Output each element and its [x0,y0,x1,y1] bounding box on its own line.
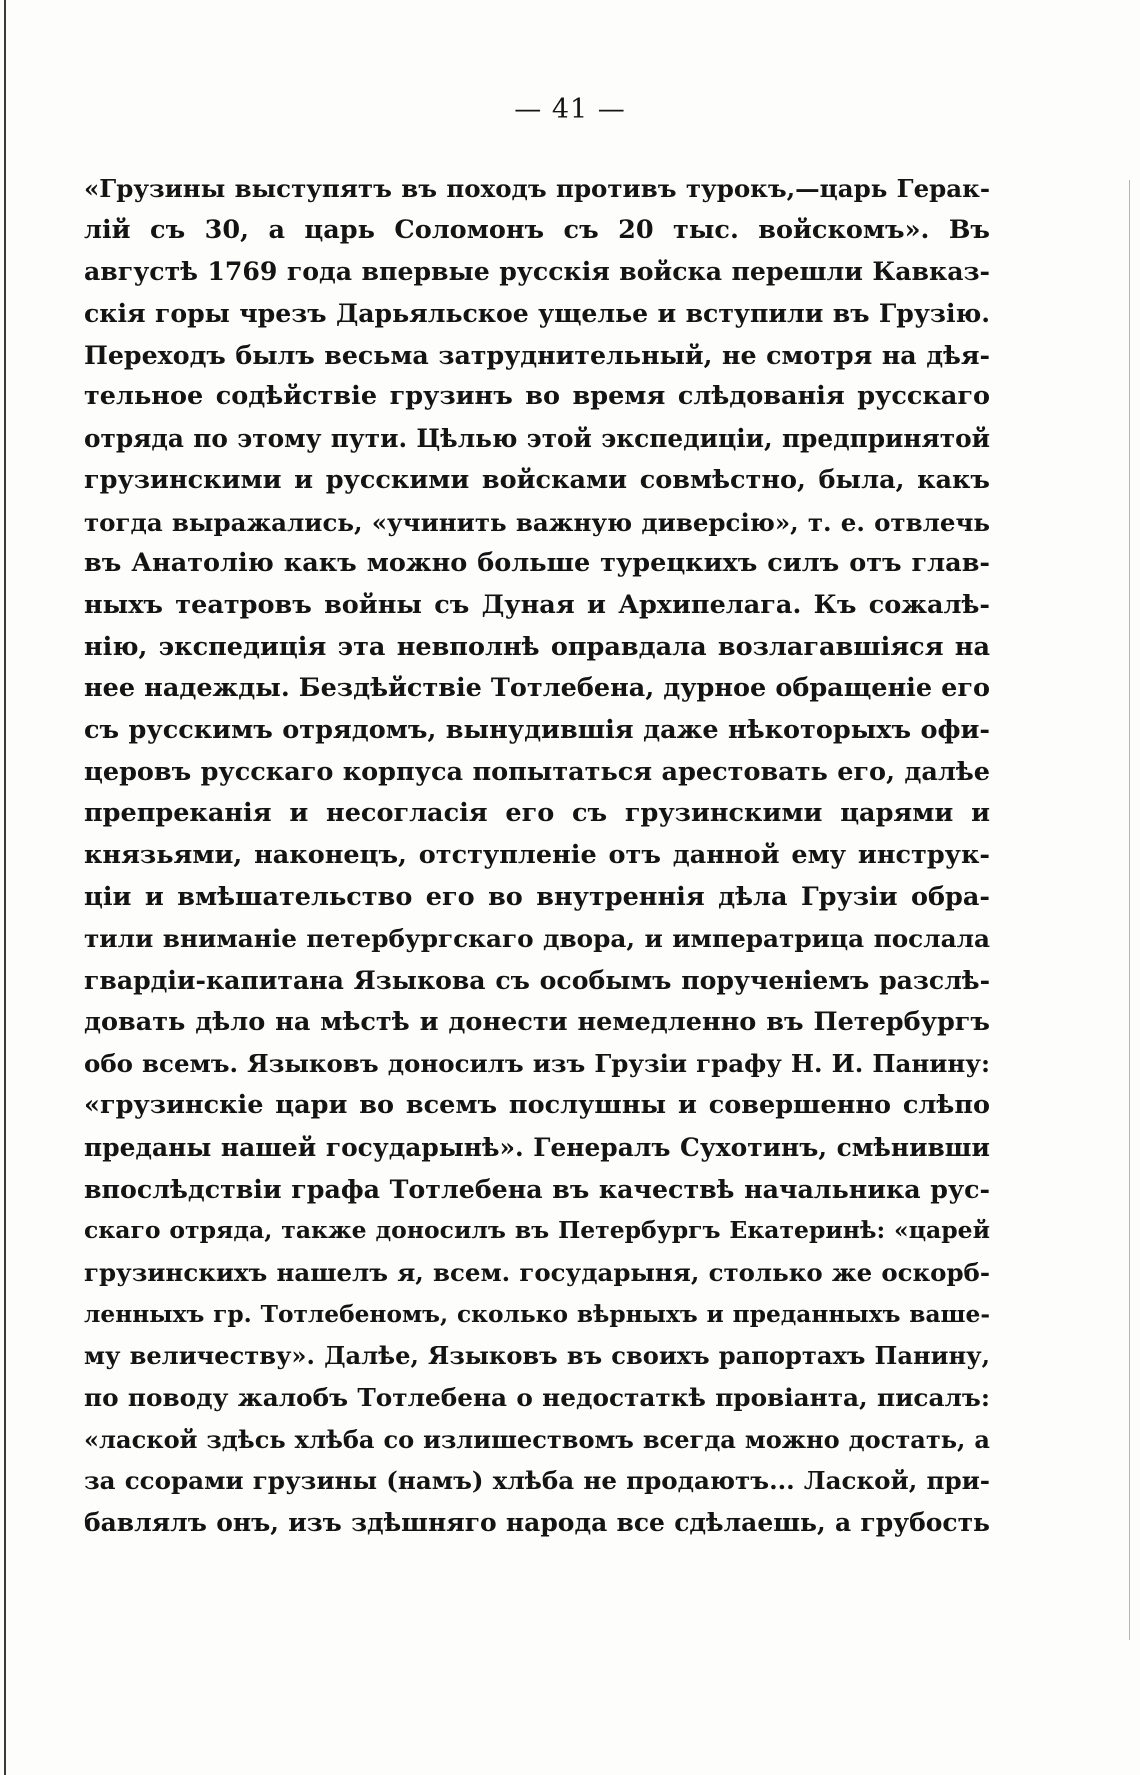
page-edge-left [4,0,6,1775]
text-line: впослѣдствіи графа Тотлебена въ качествѣ начальника рус- [84,1173,990,1204]
text-line: отряда по этому пути. Цѣлью этой экспедиціи, предпринятой [84,424,990,454]
text-line: обо всемъ. Языковъ доносилъ изъ Грузіи графу Н. И. Панину: [84,1049,990,1079]
text-line: за ссорами грузины (намъ) хлѣба не продаютъ... Лаской, при- [84,1466,990,1496]
text-line: тили вниманіе петербургскаго двора, и императрица послала [84,924,990,954]
text-line: довать дѣло на мѣстѣ и донести немедленно въ Петербургъ [84,1006,990,1037]
text-line: Переходъ былъ весьма затруднительный, не смотря на дѣя- [84,339,990,370]
text-line: ныхъ театровъ войны съ Дуная и Архипелага. Къ сожалѣ- [84,589,990,620]
text-line: препреканія и несогласія его съ грузинскими царями и [84,798,990,829]
text-line: августѣ 1769 года впервые русскія войска перешли Кавказ- [84,256,990,287]
text-line: «грузинскіе цари во всемъ послушны и совершенно слѣпо [84,1090,990,1121]
page-number: — 41 — [514,94,626,125]
text-line: «лаской здѣсь хлѣба со излишествомъ всегда можно достать, а [84,1424,990,1454]
text-line: тельное содѣйствіе грузинъ во время слѣдованія русскаго [84,381,990,412]
text-line: скаго отряда, также доносилъ въ Петербургъ Екатеринѣ: «царей [84,1216,990,1245]
text-line: ціи и вмѣшательство его во внутреннія дѣла Грузіи обра- [84,881,990,912]
text-line: нее надежды. Бездѣйствіе Тотлебена, дурное обращеніе его [84,673,990,704]
text-line: тогда выражались, «учинить важную диверсію», т. е. отвлечь [84,507,990,537]
text-line: бавлялъ онъ, изъ здѣшняго народа все сдѣлаешь, а грубость [84,1508,990,1537]
text-line: му величеству». Далѣе, Языковъ въ своихъ рапортахъ Панину, [84,1341,990,1371]
text-line: въ Анатолію какъ можно больше турецкихъ силъ отъ глав- [84,548,990,579]
text-line: ленныхъ гр. Тотлебеномъ, сколько вѣрныхъ и преданныхъ ваше- [84,1300,990,1328]
text-line: князьями, наконецъ, отступленіе отъ данной ему инструк- [84,840,990,870]
text-line: преданы нашей государынѣ». Генералъ Сухотинъ, смѣнивши [84,1132,990,1162]
text-line: церовъ русскаго корпуса попытаться арестовать его, далѣе [84,756,990,787]
text-line: по поводу жалобъ Тотлебена о недостаткѣ провіанта, писалъ: [84,1382,990,1412]
text-line: лій съ 30, а царь Соломонъ съ 20 тыс. войскомъ». Въ [84,214,990,245]
body-text [84,168,990,1544]
text-line: «Грузины выступятъ въ походъ противъ турокъ,—царь Герак- [84,174,990,203]
text-line: грузинскихъ нашелъ я, всем. государыня, столько же оскорб- [84,1257,990,1287]
text-line: скія горы чрезъ Дарьяльское ущелье и вступили въ Грузію. [84,298,990,329]
text-line: гвардіи-капитана Языкова съ особымъ порученіемъ разслѣ- [84,965,990,996]
text-line: нію, экспедиція эта невполнѣ оправдала возлагавшіяся на [84,631,990,662]
text-line: съ русскимъ отрядомъ, вынудившія даже нѣкоторыхъ офи- [84,714,990,745]
text-line: грузинскими и русскими войсками совмѣстно, была, какъ [84,464,990,495]
page-edge-right [1129,180,1130,1640]
